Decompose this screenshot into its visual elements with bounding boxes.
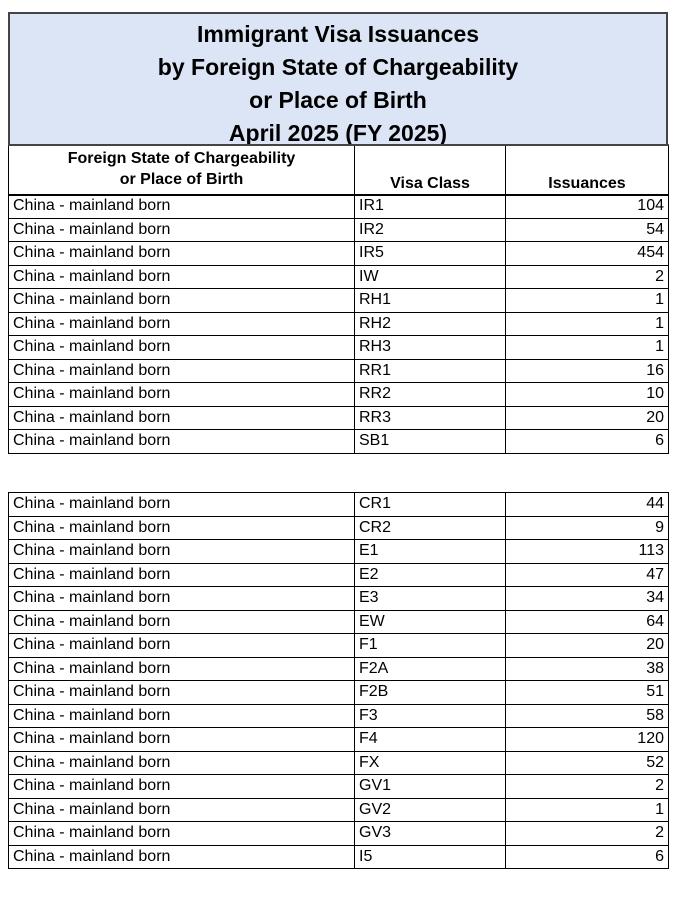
table-row (9, 657, 669, 681)
table-row (9, 289, 669, 313)
table-row (9, 430, 669, 454)
cell-issuances: 6 (506, 430, 669, 454)
cell-visa-class: I5 (355, 845, 506, 869)
cell-visa-class: RH3 (355, 336, 506, 360)
cell-issuances: 1 (506, 289, 669, 313)
cell-issuances: 38 (506, 657, 669, 681)
column-header-table (8, 144, 669, 196)
cell-place: China - mainland born (9, 265, 355, 289)
cell-issuances: 6 (506, 845, 669, 869)
table-row (9, 218, 669, 242)
cell-visa-class: E1 (355, 540, 506, 564)
cell-visa-class: IR1 (355, 195, 506, 219)
table-row (9, 406, 669, 430)
cell-issuances: 44 (506, 493, 669, 517)
table-row (9, 359, 669, 383)
cell-visa-class: F1 (355, 634, 506, 658)
cell-visa-class: RR2 (355, 383, 506, 407)
issuances-table-part-2 (8, 492, 669, 869)
cell-visa-class: IR2 (355, 218, 506, 242)
column-header-place-line1: Foreign State of Chargeability (67, 150, 296, 167)
cell-place: China - mainland born (9, 516, 355, 540)
cell-visa-class: EW (355, 610, 506, 634)
cell-place: China - mainland born (9, 610, 355, 634)
cell-issuances: 51 (506, 681, 669, 705)
table-row (9, 516, 669, 540)
cell-visa-class: F4 (355, 728, 506, 752)
cell-place: China - mainland born (9, 242, 355, 266)
cell-issuances: 9 (506, 516, 669, 540)
cell-issuances: 16 (506, 359, 669, 383)
cell-issuances: 20 (506, 406, 669, 430)
cell-visa-class: RH1 (355, 289, 506, 313)
cell-visa-class: CR2 (355, 516, 506, 540)
table-row (9, 493, 669, 517)
table-row (9, 242, 669, 266)
table-row (9, 563, 669, 587)
cell-place: China - mainland born (9, 775, 355, 799)
cell-place: China - mainland born (9, 798, 355, 822)
cell-visa-class: CR1 (355, 493, 506, 517)
cell-issuances: 104 (506, 195, 669, 219)
table-row (9, 265, 669, 289)
cell-issuances: 2 (506, 265, 669, 289)
table-row (9, 383, 669, 407)
cell-visa-class: F2B (355, 681, 506, 705)
cell-place: China - mainland born (9, 563, 355, 587)
cell-issuances: 1 (506, 312, 669, 336)
cell-place: China - mainland born (9, 359, 355, 383)
report-title (8, 12, 668, 144)
cell-place: China - mainland born (9, 751, 355, 775)
table-row (9, 728, 669, 752)
cell-place: China - mainland born (9, 845, 355, 869)
cell-visa-class: GV1 (355, 775, 506, 799)
cell-issuances: 113 (506, 540, 669, 564)
cell-issuances: 64 (506, 610, 669, 634)
table-row (9, 540, 669, 564)
cell-place: China - mainland born (9, 406, 355, 430)
issuances-table-part-1 (8, 194, 669, 454)
cell-place: China - mainland born (9, 289, 355, 313)
column-header-place-line2: or Place of Birth (119, 171, 244, 188)
cell-issuances: 120 (506, 728, 669, 752)
table-row (9, 751, 669, 775)
cell-visa-class: RR1 (355, 359, 506, 383)
title-line-4: April 2025 (FY 2025) (228, 120, 448, 146)
title-line-3: or Place of Birth (249, 87, 427, 113)
table-row (9, 775, 669, 799)
cell-visa-class: RH2 (355, 312, 506, 336)
cell-place: China - mainland born (9, 195, 355, 219)
table-row (9, 704, 669, 728)
cell-visa-class: E3 (355, 587, 506, 611)
column-header-row (9, 145, 669, 195)
title-line-2: by Foreign State of Chargeability (157, 54, 519, 80)
table-row (9, 195, 669, 219)
table-row (9, 845, 669, 869)
cell-issuances: 2 (506, 822, 669, 846)
table-row (9, 610, 669, 634)
cell-place: China - mainland born (9, 657, 355, 681)
cell-place: China - mainland born (9, 430, 355, 454)
cell-place: China - mainland born (9, 218, 355, 242)
cell-issuances: 58 (506, 704, 669, 728)
cell-place: China - mainland born (9, 493, 355, 517)
cell-issuances: 1 (506, 336, 669, 360)
cell-issuances: 52 (506, 751, 669, 775)
cell-visa-class: SB1 (355, 430, 506, 454)
cell-visa-class: FX (355, 751, 506, 775)
column-header-visa-class: Visa Class (355, 145, 506, 195)
cell-issuances: 2 (506, 775, 669, 799)
cell-visa-class: GV2 (355, 798, 506, 822)
cell-place: China - mainland born (9, 312, 355, 336)
cell-place: China - mainland born (9, 822, 355, 846)
table-row (9, 312, 669, 336)
cell-visa-class: IW (355, 265, 506, 289)
table-row (9, 798, 669, 822)
cell-issuances: 10 (506, 383, 669, 407)
cell-visa-class: F2A (355, 657, 506, 681)
cell-issuances: 454 (506, 242, 669, 266)
table-row (9, 822, 669, 846)
cell-place: China - mainland born (9, 704, 355, 728)
cell-visa-class: IR5 (355, 242, 506, 266)
column-header-place (9, 145, 355, 195)
cell-issuances: 47 (506, 563, 669, 587)
table-row (9, 681, 669, 705)
cell-visa-class: F3 (355, 704, 506, 728)
table-row (9, 336, 669, 360)
cell-issuances: 20 (506, 634, 669, 658)
cell-place: China - mainland born (9, 728, 355, 752)
cell-visa-class: E2 (355, 563, 506, 587)
table-row (9, 587, 669, 611)
cell-issuances: 54 (506, 218, 669, 242)
cell-place: China - mainland born (9, 634, 355, 658)
table-row (9, 634, 669, 658)
cell-visa-class: GV3 (355, 822, 506, 846)
cell-issuances: 1 (506, 798, 669, 822)
cell-issuances: 34 (506, 587, 669, 611)
cell-place: China - mainland born (9, 681, 355, 705)
cell-place: China - mainland born (9, 383, 355, 407)
cell-place: China - mainland born (9, 336, 355, 360)
cell-place: China - mainland born (9, 540, 355, 564)
title-line-1: Immigrant Visa Issuances (196, 21, 480, 47)
column-header-issuances: Issuances (506, 145, 669, 195)
cell-visa-class: RR3 (355, 406, 506, 430)
cell-place: China - mainland born (9, 587, 355, 611)
